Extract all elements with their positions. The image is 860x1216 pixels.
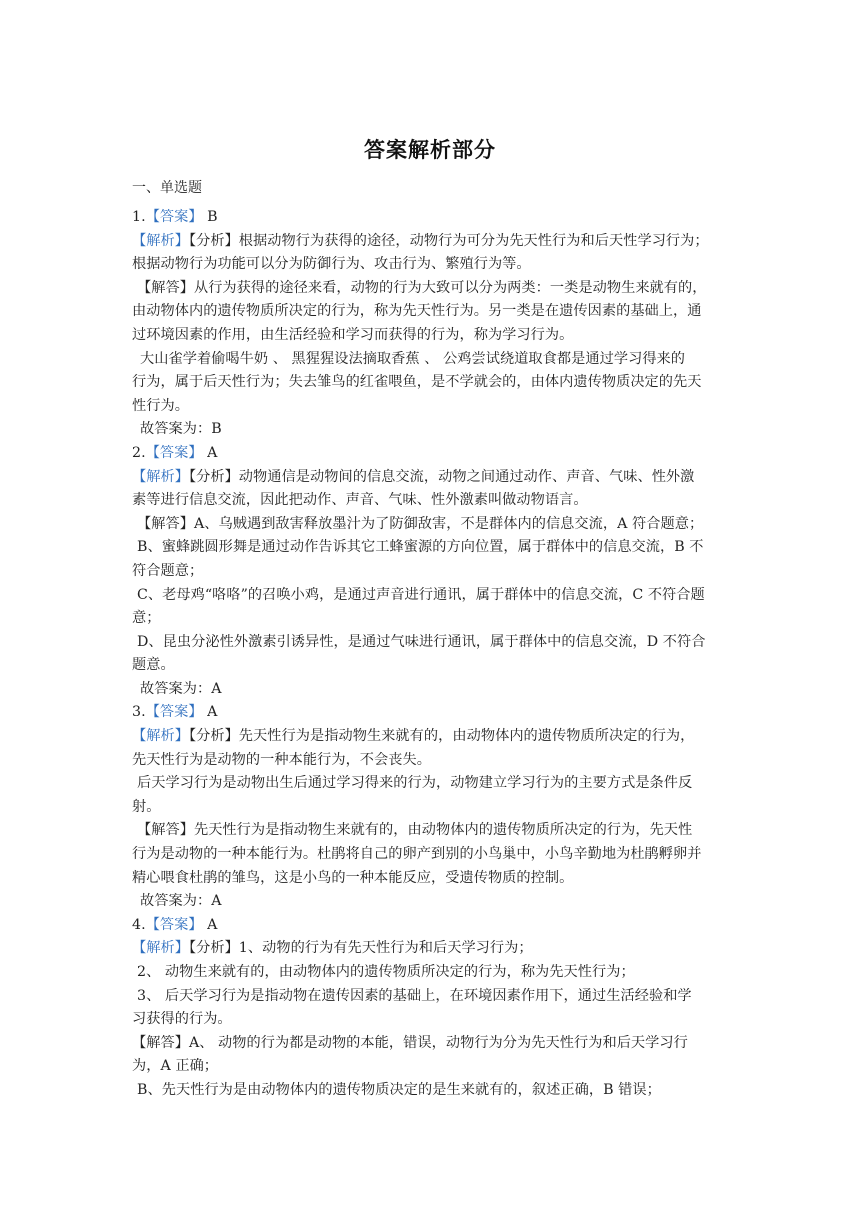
q3-explanation-tag: 【解析】 [132, 728, 189, 745]
q4-text: 2、 动物生来就有的，由动物体内的遗传物质所决定的行为，称为先天性行为； [137, 964, 635, 980]
q2-text: 素等进行信息交流，因此把动作、声音、气味、性外激素叫做动物语言。 [132, 492, 588, 509]
q4-answer-line [132, 914, 732, 938]
q1-text: 根据动物行为功能可以分为防御行为、攻击行为、繁殖行为等。 [132, 256, 531, 273]
q3-text: 射。 [132, 798, 161, 815]
q1-final-answer: 故答案为：B [140, 421, 222, 438]
q3-analysis-line [132, 725, 732, 749]
q3-answer-value: A [202, 704, 218, 721]
q1-text: 【解答】从行为获得的途径来看，动物的行为大致可以分为两类：一类是动物生来就有的， [137, 279, 707, 296]
q2-answer-value: A [202, 444, 218, 461]
q4-text: B、先天性行为是由动物体内的遗传物质决定的是生来就有的，叙述正确，B 错误； [137, 1081, 661, 1098]
q2-answer-tag: 【答案】 [145, 444, 203, 461]
q2-text: C、老母鸡“咯咯”的召唤小鸡，是通过声音进行通讯，属于群体中的信息交流，C 不符合题 [137, 586, 705, 603]
q3-answer-tag: 【答案】 [145, 704, 203, 721]
q2-text: D、昆虫分泌性外激素引诱异性，是通过气味进行通讯，属于群体中的信息交流，D 不符合 [137, 633, 706, 650]
q1-answer-value: B [202, 209, 218, 225]
q1-answer-tag: 【答案】 [145, 209, 203, 225]
q4-text: 【分析】1、动物的行为有先天性行为和后天学习行为； [188, 940, 533, 957]
q3-text: 先天性行为是动物的一种本能行为，不会丧失。 [132, 751, 431, 768]
q3-text: 【解答】先天性行为是指动物生来就有的，由动物体内的遗传物质所决定的行为，先天性 [137, 822, 693, 839]
q3-text: 行为是动物的一种本能行为。杜鹃将自己的卵产到别的小鸟巢中，小鸟辛勤地为杜鹃孵卵并 [132, 846, 702, 863]
q3-answer-line [132, 701, 732, 725]
q1-text: 由动物体内的遗传物质所决定的行为，称为先天性行为。另一类是在遗传因素的基础上，通 [132, 303, 702, 320]
q2-text: 符合题意； [132, 562, 204, 579]
q2-number: 2. [132, 444, 146, 461]
q1-text: 【分析】根据动物行为获得的途径，动物行为可分为先天性行为和后天性学习行为； [188, 232, 709, 249]
q4-analysis-line [132, 937, 732, 961]
q3-text: 后天学习行为是动物出生后通过学习得来的行为，动物建立学习行为的主要方式是条件反 [137, 775, 693, 792]
q4-answer-value: A [202, 916, 218, 933]
q1-explanation-tag: 【解析】 [132, 232, 189, 249]
section-heading: 一、单选题 [132, 180, 202, 196]
q4-text: 【解答】A、 动物的行为都是动物的本能，错误，动物行为分为先天性行为和后天学习行 [132, 1034, 688, 1051]
q2-text: 【分析】动物通信是动物间的信息交流，动物之间通过动作、声音、气味、性外激 [188, 468, 695, 485]
q4-explanation-tag: 【解析】 [132, 940, 189, 957]
q2-text: 【解答】A、乌贼遇到敌害释放墨汁为了防御敌害，不是群体内的信息交流，A 符合题意； [137, 515, 704, 532]
q2-text: 意； [132, 610, 161, 627]
q2-final-answer: 故答案为：A [140, 680, 222, 697]
q1-text: 性行为。 [132, 397, 189, 414]
q2-analysis-line [132, 466, 732, 490]
q3-text: 精心喂食杜鹃的雏鸟，这是小鸟的一种本能反应，受遗传物质的控制。 [132, 869, 574, 886]
q1-text: 行为，属于后天性行为；失去雏鸟的红雀喂鱼，是不学就会的，由体内遗传物质决定的先天 [132, 374, 702, 391]
q2-explanation-tag: 【解析】 [132, 468, 189, 485]
q1-text: 大山雀学着偷喝牛奶 、 黑猩猩设法摘取香蕉 、 公鸡尝试绕道取食都是通过学习得来的 [140, 350, 686, 367]
q3-final-answer: 故答案为：A [140, 893, 222, 910]
q4-number: 4. [132, 916, 146, 933]
answer-body [132, 206, 732, 1103]
q1-text: 过环境因素的作用，由生活经验和学习而获得的行为，称为学习行为。 [132, 326, 574, 343]
q4-text: 3、 后天学习行为是指动物在遗传因素的基础上，在环境因素作用下，通过生活经验和学 [137, 987, 692, 1004]
q4-text: 习获得的行为。 [132, 1011, 232, 1028]
q3-number: 3. [132, 704, 146, 721]
q1-analysis-line [132, 230, 732, 254]
q2-text: 题意。 [132, 657, 175, 674]
q2-text: B、蜜蜂跳圆形舞是通过动作告诉其它工蜂蜜源的方向位置，属于群体中的信息交流，B 不 [137, 539, 704, 556]
q2-answer-line [132, 442, 732, 466]
q4-answer-tag: 【答案】 [145, 916, 203, 933]
q3-text: 【分析】先天性行为是指动物生来就有的，由动物体内的遗传物质所决定的行为， [188, 728, 695, 745]
page-title: 答案解析部分 [364, 138, 496, 162]
q1-answer-line [132, 206, 732, 230]
q1-number: 1. [132, 209, 146, 225]
q4-text: 为，A 正确； [132, 1058, 219, 1075]
